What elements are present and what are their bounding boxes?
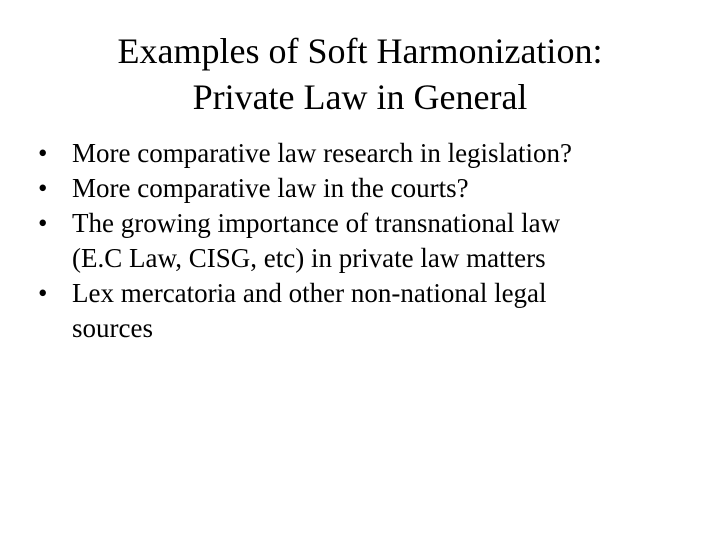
bullet-text: More comparative law in the courts? (72, 173, 469, 203)
slide-title (70, 28, 650, 120)
slide-title-line: Private Law in General (192, 77, 528, 117)
slide-title-line: Examples of Soft Harmonization: (117, 31, 603, 71)
bullet-text: Lex mercatoria and other non-national legal (72, 278, 547, 308)
bullet-text: More comparative law research in legislation? (72, 138, 573, 168)
bullet-item (38, 276, 698, 346)
bullet-item (38, 136, 698, 171)
bullet-text: The growing importance of transnational law (72, 208, 561, 238)
bullet-icon: • (38, 208, 48, 238)
bullet-text-continuation: sources (72, 313, 153, 343)
bullet-list (38, 136, 698, 346)
bullet-icon: • (38, 173, 48, 203)
bullet-icon: • (38, 278, 48, 308)
bullet-item (38, 171, 698, 206)
bullet-icon: • (38, 138, 48, 168)
bullet-item (38, 206, 698, 276)
bullet-text-continuation: (E.C Law, CISG, etc) in private law matters (72, 243, 546, 273)
